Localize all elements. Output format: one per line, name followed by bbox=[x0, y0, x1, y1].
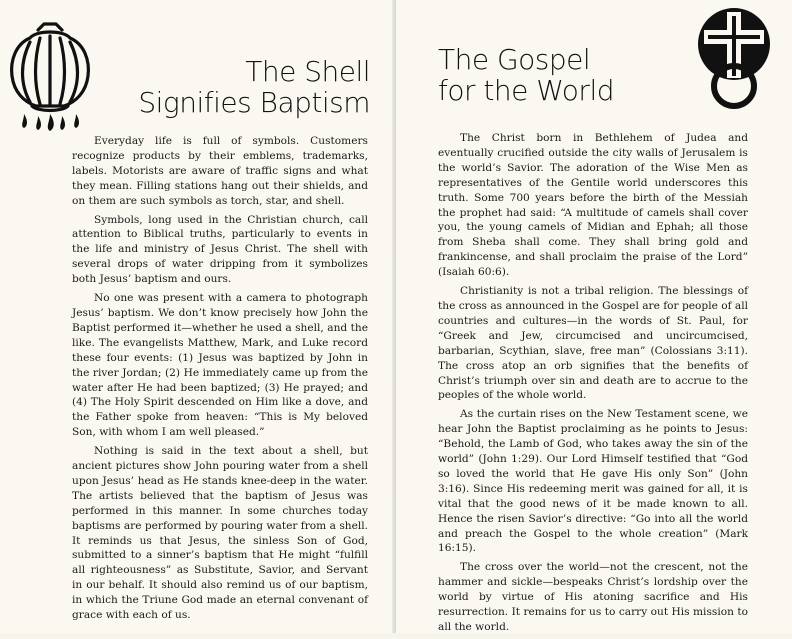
paragraph: The Christ born in Bethlehem of Judea and eventually crucified outside the city walls of Jerusalem is the world’s Savior. The adoration of the Wise Men as representatives of the Gentile world underscores this truth. Some 700 years before the birth of the Messiah the prophet had said: “A multitude of camels shall cover you, the young camels of Midian and Ephah; all those from Sheba shall come. They shall bring gold and frankincense, and shall proclaim the praise of the Lord” (Isaiah 60:6). bbox=[438, 132, 748, 279]
page-title bbox=[438, 44, 614, 106]
title-line: The Shell bbox=[245, 55, 370, 88]
cross-over-orb-icon bbox=[694, 6, 774, 110]
body-text bbox=[72, 134, 368, 627]
right-page bbox=[396, 0, 792, 633]
title-line: Signifies Baptism bbox=[138, 86, 370, 119]
left-page bbox=[0, 0, 396, 633]
paragraph: Christianity is not a tribal religion. The blessings of the cross as announced in the Gospel are for people of all countries and cultures—in the words of St. Paul, for “Greek and Jew, circumcised and uncircumcised, barbarian, Scythian, slave, free man” (Colossians 3:11). The cross atop an orb signifies that the benefits of Christ’s triumph over sin and death are to accrue to the peoples of the whole world. bbox=[438, 285, 748, 402]
body-text bbox=[438, 131, 748, 639]
paragraph: As the curtain rises on the New Testament scene, we hear John the Baptist proclaiming as he points to Jesus: “Behold, the Lamb of God, who takes away the sin of the world” (John 1:29). Our Lord Himself testified that “God so loved the world that He gave His only Son” (John 3:16). Since His redeeming merit was gained for all, it is vital that the good news of it be made known to all. Hence the risen Savior’s directive: “Go into all the world and preach the Gospel to the whole creation” (Mark 16:15). bbox=[438, 408, 748, 555]
paragraph: Nothing is said in the text about a shell, but ancient pictures show John pouring water from a shell upon Jesus’ head as He stands knee-deep in the water. The artists believed that the baptism of Jesus was performed in this manner. In some churches today baptisms are performed by pouring water from a shell. It reminds us that Jesus, the sinless Son of God, submitted to a sinner’s baptism that He might “fulfill all righteousness” as Substitute, Savior, and Servant in our behalf. It should also remind us of our baptism, in which the Triune God made an eternal convenant of grace with each of us. bbox=[72, 445, 368, 622]
paragraph: Symbols, long used in the Christian church, call attention to Biblical truths, particularly to events in the life and ministry of Jesus Christ. The shell with several drops of water dripping from it symbolizes both Jesus’ baptism and ours. bbox=[72, 213, 368, 286]
title-line: The Gospel bbox=[438, 43, 591, 76]
shell-with-water-drops-icon bbox=[8, 20, 92, 132]
paragraph: Everyday life is full of symbols. Customers recognize products by their emblems, trademarks, labels. Motorists are aware of traffic signs and what they mean. Filling stations hang out their shields, and on them are such symbols as torch, star, and shell. bbox=[72, 135, 368, 207]
paragraph: No one was present with a camera to photograph Jesus’ baptism. We don’t know precisely how John the Baptist performed it—whether he used a shell, and the like. The evangelists Matthew, Mark, and Luke record these four events: (1) Jesus was baptized by John in the river Jordan; (2) He immediately came up from the water after He had been baptized; (3) He prayed; and (4) The Holy Spirit descended on Him like a dove, and the Father spoke from heaven: “This is My beloved Son, with whom I am well pleased.” bbox=[72, 292, 368, 439]
title-line: for the World bbox=[438, 74, 614, 107]
paragraph: The cross over the world—not the crescent, not the hammer and sickle—bespeaks Christ’s lordship over the world by virtue of His atoning sacrifice and His resurrection. It remains for us to carry out His mission to all the world. bbox=[438, 561, 748, 633]
page-title bbox=[138, 56, 370, 118]
